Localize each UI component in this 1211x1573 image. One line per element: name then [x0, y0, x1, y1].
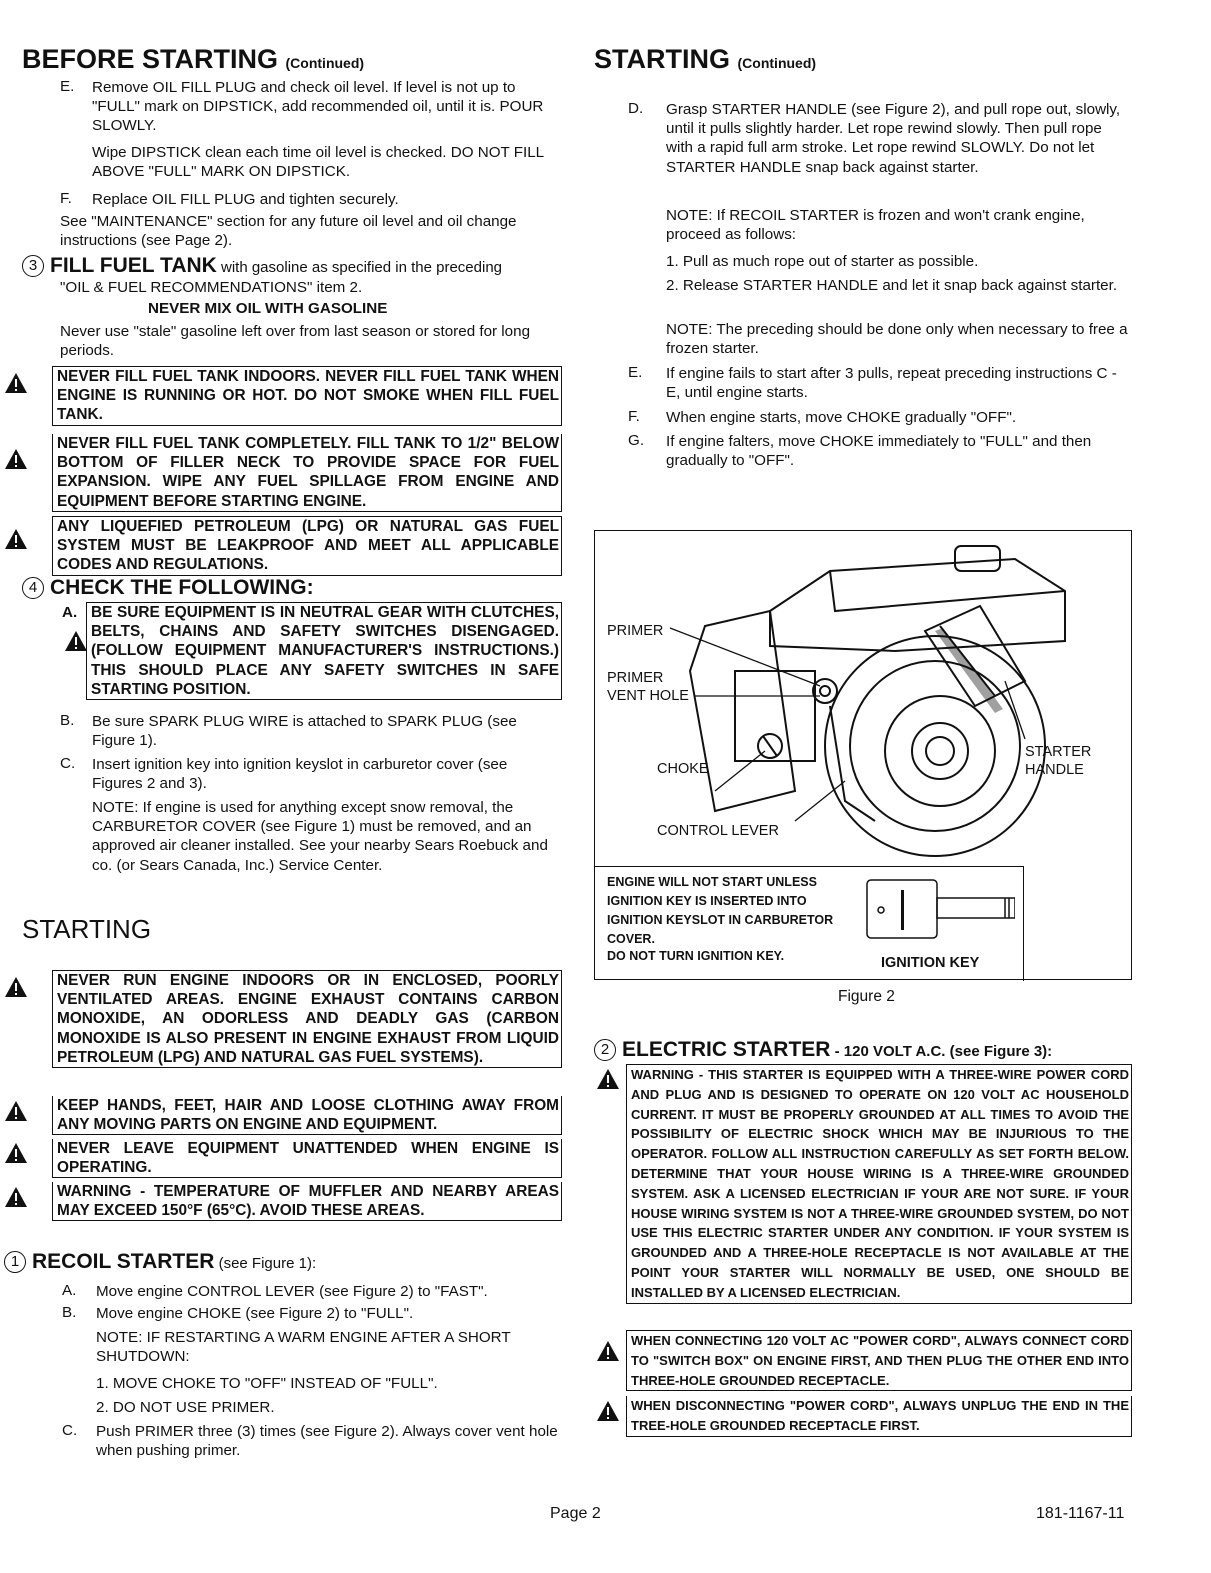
item-d-step2: 2. Release STARTER HANDLE and let it snap back against starter. — [666, 277, 1118, 294]
never-mix-text: NEVER MIX OIL WITH GASOLINE — [148, 300, 388, 317]
document-number: 181-1167-11 — [1036, 1505, 1125, 1522]
fill-fuel-line2: "OIL & FUEL RECOMMENDATIONS" item 2. — [60, 279, 363, 296]
warning-icon — [4, 448, 28, 470]
item-f-letter: F. — [60, 190, 72, 207]
see-maintenance-text: See "MAINTENANCE" section for any future oil level and oil change instructions (see Page 2). — [60, 213, 517, 250]
warning-lpg-fuel-system: ANY LIQUEFIED PETROLEUM (LPG) OR NATURAL GAS FUEL SYSTEM MUST BE LEAKPROOF AND MEET ALL APPLICABLE CODES AND REGULATIONS. — [52, 516, 562, 576]
warning-fill-completely: NEVER FILL FUEL TANK COMPLETELY. FILL TANK TO 1/2" BELOW BOTTOM OF FILLER NECK TO PROVIDE SPACE FOR FUEL EXPANSION. WIPE ANY FUEL SPILLAGE FROM ENGINE AND EQUIPMENT BEFORE STARTING ENGINE. — [52, 434, 562, 512]
warning-disconnecting-power-cord: WHEN DISCONNECTING "POWER CORD", ALWAYS UNPLUG THE END IN THE TREE-HOLE GROUNDED RECEPTACLE FIRST. — [626, 1396, 1132, 1437]
item-b-text: Be sure SPARK PLUG WIRE is attached to SPARK PLUG (see Figure 1). — [92, 713, 517, 750]
item-d-note2: NOTE: The preceding should be done only when necessary to free a frozen starter. — [666, 321, 1128, 358]
label-choke: CHOKE — [657, 761, 709, 777]
warning-icon — [4, 976, 28, 998]
electric-starter-heading: 2 ELECTRIC STARTER - 120 VOLT A.C. (see Figure 3): — [594, 1038, 1052, 1062]
item-f-text: Replace OIL FILL PLUG and tighten securely. — [92, 191, 399, 208]
warning-unattended: NEVER LEAVE EQUIPMENT UNATTENDED WHEN ENGINE IS OPERATING. — [52, 1139, 562, 1178]
item-b-letter: B. — [60, 712, 75, 729]
warning-icon — [4, 1186, 28, 1208]
label-starter-handle: STARTER HANDLE — [1025, 744, 1092, 778]
recoil-b-step1: 1. MOVE CHOKE TO "OFF" INSTEAD OF "FULL". — [96, 1375, 438, 1392]
before-starting-heading: BEFORE STARTING (Continued) — [22, 44, 365, 74]
item-e-text: Remove OIL FILL PLUG and check oil level. If level is not up to "FULL" mark on DIPSTICK, add recommended oil, until it is. POUR SLOWLY. — [92, 79, 544, 135]
item-d-step1: 1. Pull as much rope out of starter as possible. — [666, 253, 979, 270]
label-primer: PRIMER — [607, 623, 664, 639]
item-c-letter: C. — [60, 755, 76, 772]
warning-icon — [4, 528, 28, 550]
item-g-letter: G. — [628, 432, 645, 449]
warning-connecting-power-cord: WHEN CONNECTING 120 VOLT AC "POWER CORD", ALWAYS CONNECT CORD TO "SWITCH BOX" ON ENGINE FIRST, AND THEN PLUG THE OTHER END INTO THREE-HOLE GROUNDED RECEPTACLE. — [626, 1330, 1132, 1391]
ignition-note: ENGINE WILL NOT START UNLESS IGNITION KEY IS INSERTED INTO IGNITION KEYSLOT IN CARBURETOR COVER. — [607, 875, 834, 946]
step-number-circle: 3 — [22, 255, 44, 277]
warning-icon — [596, 1068, 620, 1090]
recoil-b-letter: B. — [62, 1304, 77, 1321]
starting-continued-heading: STARTING (Continued) — [594, 44, 817, 74]
item-d-note: NOTE: If RECOIL STARTER is frozen and won't crank engine, proceed as follows: — [666, 207, 1085, 244]
item-d-letter: D. — [628, 100, 644, 117]
page-number: Page 2 — [550, 1505, 601, 1522]
step-number-circle: 1 — [4, 1251, 26, 1273]
figure-2-engine-diagram — [594, 530, 1132, 980]
warning-icon — [596, 1340, 620, 1362]
warning-icon — [4, 1142, 28, 1164]
recoil-b-text: Move engine CHOKE (see Figure 2) to "FULL". — [96, 1305, 414, 1322]
step-number-circle: 4 — [22, 577, 44, 599]
item-g-text: If engine falters, move CHOKE immediately to "FULL" and then gradually to "OFF". — [666, 433, 1092, 470]
warning-fuel-tank-indoors: NEVER FILL FUEL TANK INDOORS. NEVER FILL FUEL TANK WHEN ENGINE IS RUNNING OR HOT. DO NOT SMOKE WHEN FILL FUEL TANK. — [52, 366, 562, 426]
warning-moving-parts: KEEP HANDS, FEET, HAIR AND LOOSE CLOTHING AWAY FROM ANY MOVING PARTS ON ENGINE AND EQUIPMENT. — [52, 1096, 562, 1135]
item-c-note: NOTE: If engine is used for anything except snow removal, the CARBURETOR COVER (see Figure 1) must be removed, and an approved air cleaner installed. See your nearby Sears Roebuck and co. (or Sears Canada, Inc.) Service Center. — [92, 799, 548, 874]
warning-never-run-indoors: NEVER RUN ENGINE INDOORS OR IN ENCLOSED, POORLY VENTILATED AREAS. ENGINE EXHAUST CONTAINS CARBON MONOXIDE, AN ODORLESS AND DEADLY GAS (CARBON MONOXIDE IS ALSO PRESENT IN ENGINE EXHAUST FROM LIQUID PETROLEUM (LPG) AND NATURAL GAS FUEL SYSTEMS). — [52, 970, 562, 1068]
ignition-note-2: DO NOT TURN IGNITION KEY. — [607, 949, 785, 963]
warning-neutral-gear: BE SURE EQUIPMENT IS IN NEUTRAL GEAR WITH CLUTCHES, BELTS, CHAINS AND SAFETY SWITCHES DISENGAGED. (FOLLOW EQUIPMENT MANUFACTURER'S INSTRUCTIONS.) THIS SHOULD PLACE ANY SAFETY SWITCHES IN SAFE STARTING POSITION. — [86, 602, 562, 700]
recoil-c-text: Push PRIMER three (3) times (see Figure 2). Always cover vent hole when pushing primer. — [96, 1423, 558, 1460]
warning-muffler-temperature: WARNING - TEMPERATURE OF MUFFLER AND NEARBY AREAS MAY EXCEED 150°F (65°C). AVOID THESE AREAS. — [52, 1182, 562, 1221]
fill-fuel-tank-heading: 3 FILL FUEL TANK with gasoline as specified in the preceding — [22, 254, 502, 278]
item-f-text: When engine starts, move CHOKE gradually "OFF". — [666, 409, 1017, 426]
item-f-letter: F. — [628, 408, 640, 425]
label-control-lever: CONTROL LEVER — [657, 823, 779, 839]
starting-heading: STARTING — [22, 914, 152, 944]
item-c-text: Insert ignition key into ignition keyslot in carburetor cover (see Figures 2 and 3). — [92, 756, 508, 793]
recoil-a-letter: A. — [62, 1282, 77, 1299]
check-following-heading: 4 CHECK THE FOLLOWING: — [22, 576, 314, 600]
recoil-a-text: Move engine CONTROL LEVER (see Figure 2) to "FAST". — [96, 1283, 488, 1300]
recoil-b-note: NOTE: IF RESTARTING A WARM ENGINE AFTER A SHORT SHUTDOWN: — [96, 1329, 511, 1366]
step-number-circle: 2 — [594, 1039, 616, 1061]
recoil-starter-heading: 1 RECOIL STARTER (see Figure 1): — [4, 1250, 316, 1274]
item-a-letter: A. — [62, 604, 78, 621]
stale-gasoline-text: Never use "stale" gasoline left over from last season or stored for long periods. — [60, 323, 531, 360]
item-e-text-2: Wipe DIPSTICK clean each time oil level is checked. DO NOT FILL ABOVE "FULL" MARK ON DIPSTICK. — [92, 144, 544, 181]
item-e-text: If engine fails to start after 3 pulls, repeat preceding instructions C - E, until engine starts. — [666, 365, 1117, 402]
warning-icon — [4, 372, 28, 394]
recoil-c-letter: C. — [62, 1422, 78, 1439]
label-primer-vent-hole: PRIMER VENT HOLE — [607, 670, 689, 704]
ignition-key-icon — [865, 876, 1015, 944]
recoil-b-step2: 2. DO NOT USE PRIMER. — [96, 1399, 275, 1416]
warning-three-wire-grounding: WARNING - THIS STARTER IS EQUIPPED WITH A THREE-WIRE POWER CORD AND PLUG AND IS DESIGNED TO OPERATE ON 120 VOLT AC HOUSEHOLD CURRENT. IT MUST BE PROPERLY GROUNDED AT ALL TIMES TO AVOID THE POSSIBILITY OF ELECTRIC SHOCK WHICH MAY BE INJURIOUS TO THE OPERATOR. FOLLOW ALL INSTRUCTION CAREFULLY AS SET FORTH BELOW. DETERMINE THAT YOUR HOUSE WIRING IS A THREE-WIRE GROUNDED SYSTEM. ASK A LICENSED ELECTRICIAN IF YOUR ARE NOT SURE. IF YOUR HOUSE WIRING SYSTEM IS NOT A THREE-WIRE GROUNDED SYSTEM, DO NOT USE THIS ELECTRIC STARTER UNDER ANY CONDITION. IF YOUR SYSTEM IS GROUNDED AND A THREE-HOLE RECEPTACLE IS NOT AVAILABLE AT THE POINT YOUR STARTER WILL NORMALLY BE USED, ONE SHOULD BE INSTALLED BY A LICENSED ELECTRICIAN. — [626, 1064, 1132, 1304]
item-d-text: Grasp STARTER HANDLE (see Figure 2), and pull rope out, slowly, until it pulls slightly harder. Let rope rewind slowly. Then pull rope with a rapid full arm stroke. Let rope rewind SLOWLY. Do not let STARTER HANDLE snap back against starter. — [666, 101, 1121, 176]
warning-icon — [64, 630, 88, 652]
warning-icon — [4, 1100, 28, 1122]
warning-icon — [596, 1400, 620, 1422]
label-ignition-key: IGNITION KEY — [881, 955, 980, 971]
item-e-letter: E. — [60, 78, 75, 95]
figure-2-caption: Figure 2 — [838, 988, 895, 1005]
item-e-letter: E. — [628, 364, 643, 381]
